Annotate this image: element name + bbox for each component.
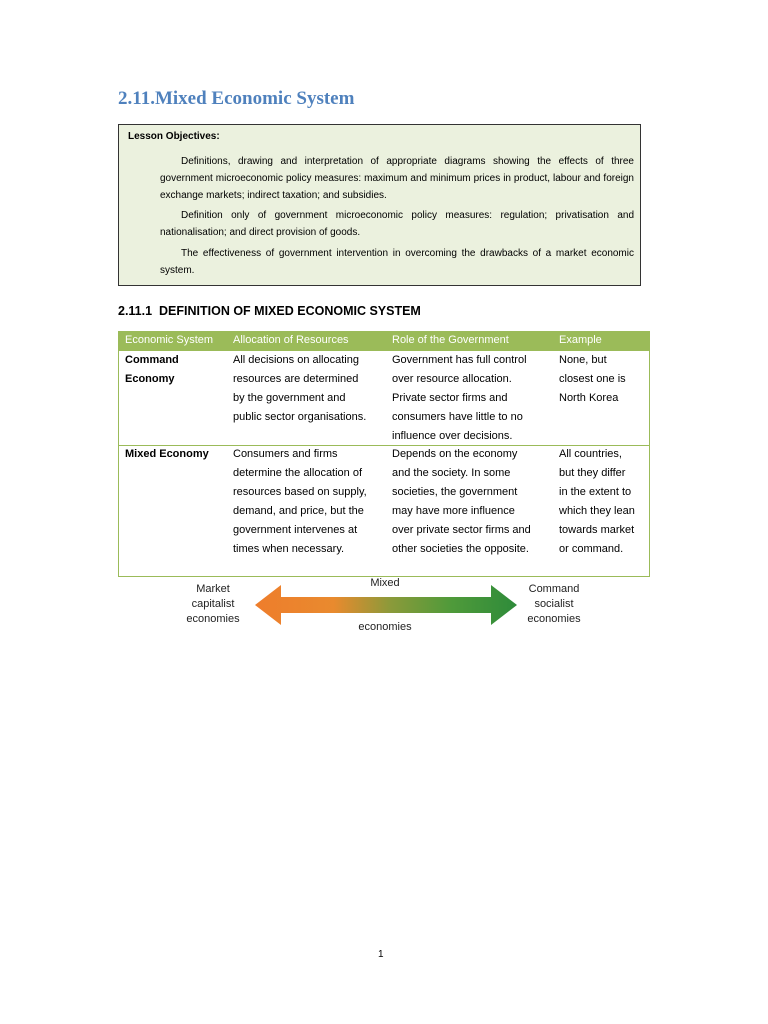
spectrum-right-label: Command socialist economies: [527, 583, 581, 625]
economic-systems-table: [118, 331, 650, 577]
column-header: Economic System: [125, 334, 214, 346]
column-header: Role of the Government: [392, 334, 509, 346]
objective-paragraph: Definitions, drawing and interpretation of appropriate diagrams showing the effects of three government microeconomic policy measures: maximum and minimum prices in product, labour and foreign exchange markets; indirect taxation; and subsidies.: [160, 156, 634, 201]
table-cell-allocation: Consumers and firms determine the allocation of resources based on supply, demand, and price, but the government intervenes at times when necessary.: [233, 448, 367, 555]
table-header-row: [119, 332, 649, 351]
objective-paragraph: Definition only of government microeconomic policy measures: regulation; privatisation and nationalisation; and direct provision of goods.: [160, 210, 634, 238]
table-cell-allocation: All decisions on allocating resources are determined by the government and public sector organisations.: [233, 354, 367, 423]
table-cell-system: Mixed Economy: [125, 448, 209, 460]
section-number: 2.11.1: [118, 304, 153, 318]
table-cell-role: Depends on the economy and the society. In some societies, the government may have more influence over private sector firms and other societies the opposite.: [392, 448, 531, 555]
section-heading: [118, 304, 421, 318]
lesson-objectives-box: [118, 124, 641, 286]
spectrum-center-top-label: Mixed: [370, 577, 400, 589]
table-cell-system: Command Economy: [125, 354, 179, 385]
section-title: DEFINITION OF MIXED ECONOMIC SYSTEM: [159, 304, 421, 318]
page-number: 1: [378, 949, 384, 960]
table-cell-role: Government has full control over resource allocation. Private sector firms and consumers have little to no influence over decisions.: [392, 354, 527, 442]
spectrum-left-label: Market capitalist economies: [186, 583, 240, 625]
table-cell-example: All countries, but they differ in the extent to which they lean towards market or command.: [559, 448, 635, 555]
column-header: Allocation of Resources: [233, 334, 349, 346]
objectives-heading: Lesson Objectives:: [128, 131, 220, 142]
table-cell-example: None, but closest one is North Korea: [559, 354, 626, 404]
economic-spectrum-diagram: [183, 575, 585, 635]
column-header: Example: [559, 334, 602, 346]
objective-paragraph: The effectiveness of government intervention in overcoming the drawbacks of a market economic system.: [160, 248, 634, 276]
page-title: 2.11.Mixed Economic System: [118, 88, 355, 109]
spectrum-center-bottom-label: economies: [358, 621, 412, 633]
